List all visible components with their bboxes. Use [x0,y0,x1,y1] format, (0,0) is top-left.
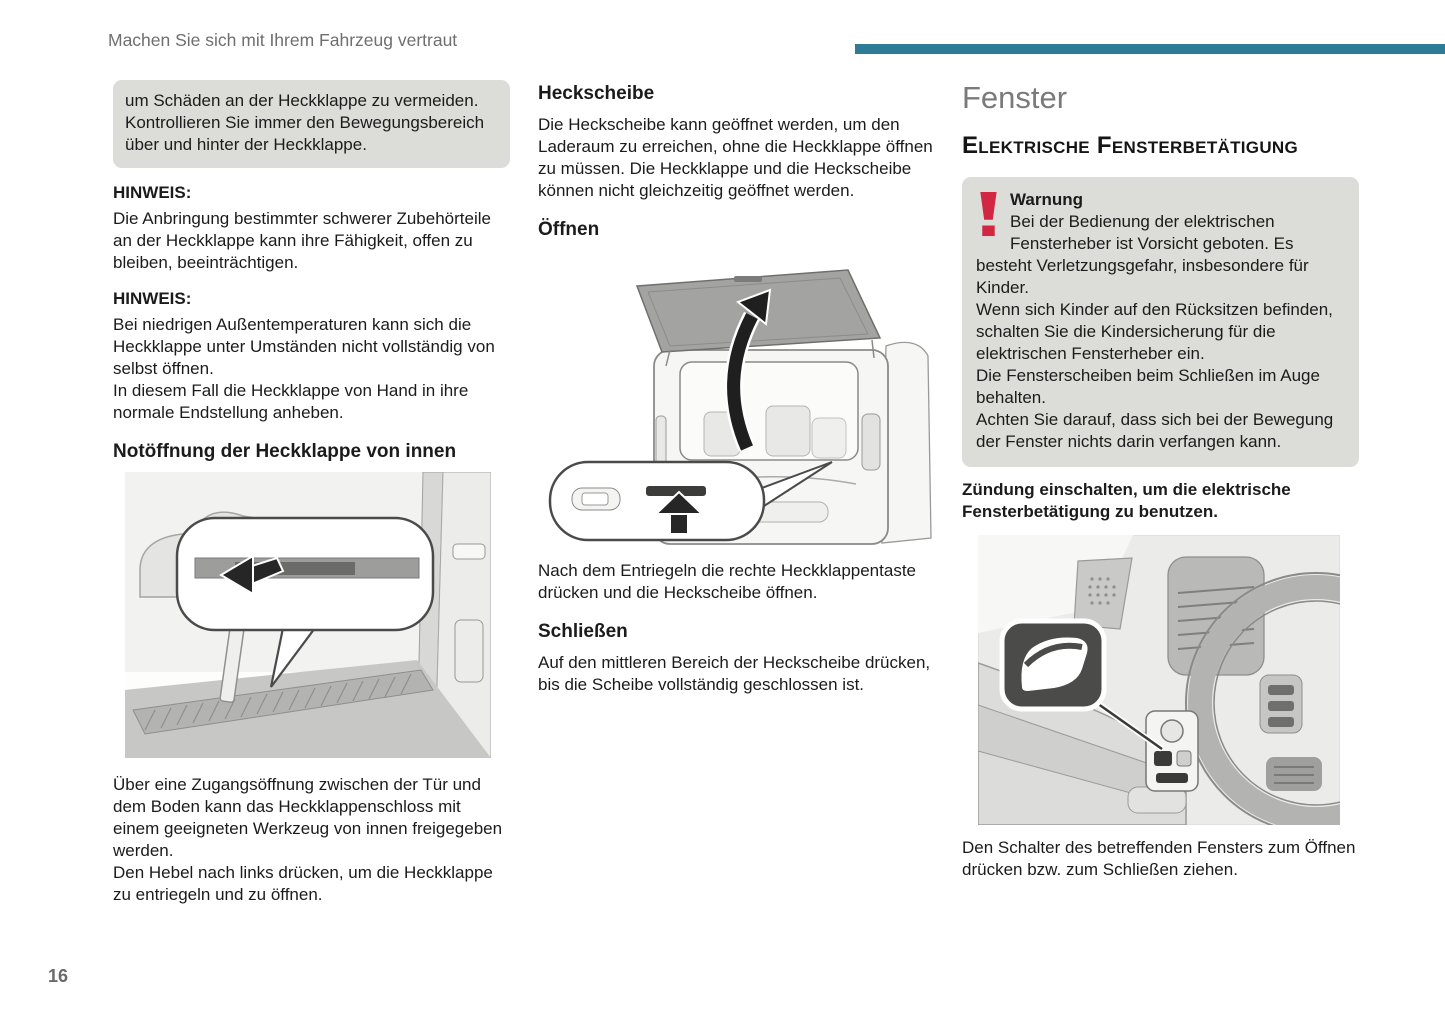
accent-bar [855,44,1445,54]
column-rear-window [538,80,935,696]
column-tailgate [113,80,510,906]
hinweis-label: HINWEIS: [113,289,192,308]
open-instruction: Nach dem Entriegeln die rechte Heckklappentaste drücken und die Heckscheibe öffnen. [538,561,916,602]
note-box [113,80,510,168]
cargo-area-illustration [125,472,510,764]
running-header: Machen Sie sich mit Ihrem Fahrzeug vertraut [108,30,458,50]
chapter-heading: Fenster [962,80,1068,115]
warning-title: Warnung [1010,190,1084,209]
window-switch-button [1154,751,1172,766]
hinweis-text [113,314,510,424]
warning-text: Wenn sich Kinder auf den Rücksitzen befinden, schalten Sie die Kindersicherung für die elektrischen Fensterheber ein. [976,300,1333,363]
close-instruction: Auf den mittleren Bereich der Heckscheibe drücken, bis die Scheibe vollständig geschlossen ist. [538,653,931,694]
section-heading: Heckscheibe [538,83,655,104]
section-heading: Notöffnung der Heckklappe von innen [113,441,457,462]
warning-box [962,177,1359,467]
hinweis-text-line: In diesem Fall die Heckklappe von Hand in ihre normale Endstellung anheben. [113,381,469,422]
section-heading: Elektrische Fensterbetätigung [962,132,1298,159]
after-image-line: Über eine Zugangsöffnung zwischen der Tür und dem Boden kann das Heckklappenschloss mit einem geeigneten Werkzeug von innen freigegeben werden. [113,775,503,860]
ignition-note: Zündung einschalten, um die elektrische Fensterbetätigung zu benutzen. [962,480,1291,521]
warning-text: Achten Sie darauf, dass sich bei der Bewegung der Fenster nichts darin verfangen kann. [976,410,1334,451]
hinweis-text-line: Bei niedrigen Außentemperaturen kann sich die Heckklappe unter Umständen nicht vollständig von selbst öffnen. [113,315,495,378]
warning-exclamation-icon [976,191,1000,237]
after-image-text [113,774,510,906]
subsection-heading: Öffnen [538,219,600,240]
tailgate-emergency-release-illustration [125,472,491,758]
after-image-line: Den Hebel nach links drücken, um die Heckklappe zu entriegeln und zu öffnen. [113,863,493,904]
page-number: 16 [48,966,69,986]
hinweis-text: Die Anbringung bestimmter schwerer Zubehörteile an der Heckklappe kann ihre Fähigkeit, offen zu bleiben, beeinträchtigen. [113,209,491,272]
warning-text: Bei der Bedienung der elektrischen Fensterheber ist Vorsicht geboten. Es besteht Verletzungsgefahr, insbesondere für Kinder. [976,212,1309,297]
figure-caption: Den Schalter des betreffenden Fensters zum Öffnen drücken bzw. zum Schließen ziehen. [962,838,1356,879]
column-windows [962,80,1359,881]
window-glass-badge [1002,621,1104,709]
note-box-text: um Schäden an der Heckklappe zu vermeiden. Kontrollieren Sie immer den Bewegungsbereich über und hinter der Heckklappe. [125,91,485,154]
window-switch-panel [1146,711,1198,791]
door-switch-illustration [978,535,1359,831]
hinweis-label: HINWEIS: [113,183,192,202]
intro-text: Die Heckscheibe kann geöffnet werden, um den Laderaum zu erreichen, ohne die Heckklappe öffnen zu müssen. Die Heckklappe und die Heckscheibe können nicht gleichzeitig geöffnet werden. [538,115,933,200]
rear-window-illustration [542,250,935,554]
warning-text: Die Fensterscheiben beim Schließen im Auge behalten. [976,366,1320,407]
subsection-heading: Schließen [538,621,628,642]
rear-window-open-illustration [542,250,932,548]
window-switch-illustration [978,535,1340,825]
